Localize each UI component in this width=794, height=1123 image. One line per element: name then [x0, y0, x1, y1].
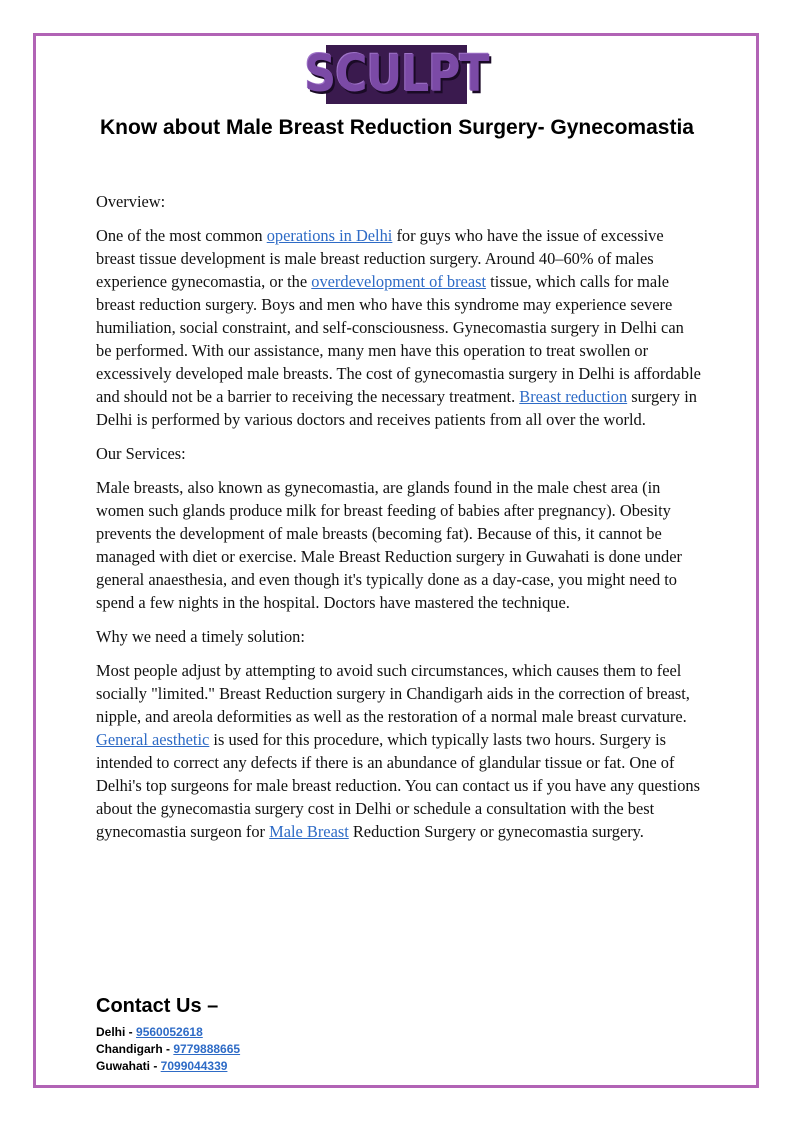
logo-text: SCULPT	[304, 45, 489, 104]
contact-row-chandigarh	[96, 1041, 496, 1058]
delhi-phone-link[interactable]: 9560052618	[136, 1025, 203, 1039]
services-paragraph: Male breasts, also known as gynecomastia, are glands found in the male chest area (in women such glands produce milk for breast feeding of babies after pregnancy). Obesity prevents the development of male breasts (becoming fat). Because of this, it cannot be managed with diet or exercise. Male Breast Reduction surgery in Guwahati is done under general anaesthesia, and even though it's typically done as a day-case, you might need to spend a few nights in the hospital. Doctors have mastered the technique.	[96, 478, 682, 612]
contact-row-guwahati	[96, 1058, 496, 1075]
sculpt-logo	[304, 45, 489, 104]
overview-text: surgery in Delhi is performed by various doctors and receives patients from all over the world.	[96, 387, 697, 429]
general-aesthetic-link[interactable]: General aesthetic	[96, 730, 210, 749]
chandigarh-phone-link[interactable]: 9779888665	[173, 1042, 241, 1056]
timely-text: is used for this procedure, which typically lasts two hours. Surgery is intended to correct any defects if there is an abundance of glandular tissue or fat. One of Delhi's top surgeons for male breast reduction. You can contact us if you have any questions about the gynecomastia surgery cost in Delhi or schedule a consultation with the best gynecomastia surgeon for	[96, 730, 700, 841]
breast-reduction-link[interactable]: Breast reduction	[519, 387, 628, 406]
timely-text: Most people adjust by attempting to avoid such circumstances, which causes them to feel socially "limited." Breast Reduction surgery in Chandigarh aids in the correction of breast, nipple, and areola deformities as well as the restoration of a normal male breast curvature.	[96, 661, 690, 726]
contact-label: Delhi -	[96, 1025, 137, 1039]
contact-heading: Contact Us –	[96, 995, 219, 1017]
contact-row-delhi	[96, 1024, 496, 1041]
guwahati-phone-link[interactable]: 7099044339	[160, 1059, 228, 1073]
services-heading: Our Services:	[96, 444, 186, 463]
overview-text: tissue, which calls for male breast reduction surgery. Boys and men who have this syndrome may experience severe humiliation, social constraint, and self-consciousness. Gynecomastia surgery in Delhi can be performed. With our assistance, many men have this operation to treat swollen or excessively developed male breasts. The cost of gynecomastia surgery in Delhi is affordable and should not be a barrier to receiving the necessary treatment.	[96, 272, 701, 406]
article-body	[96, 190, 702, 854]
contact-section	[96, 992, 496, 1075]
operations-in-delhi-link[interactable]: operations in Delhi	[266, 226, 393, 245]
contact-label: Chandigarh -	[96, 1042, 174, 1056]
overview-paragraph	[96, 224, 702, 431]
male-breast-link[interactable]: Male Breast	[269, 822, 349, 841]
overdevelopment-of-breast-link[interactable]: overdevelopment of breast	[311, 272, 487, 291]
contact-label: Guwahati -	[96, 1059, 161, 1073]
timely-heading: Why we need a timely solution:	[96, 627, 305, 646]
overview-text: One of the most common	[96, 226, 267, 245]
timely-paragraph	[96, 659, 702, 843]
page-title: Know about Male Breast Reduction Surgery- Gynecomastia	[100, 116, 694, 139]
overview-heading: Overview:	[96, 192, 166, 211]
timely-text: Reduction Surgery or gynecomastia surgery.	[348, 822, 644, 841]
overview-text: for guys who have the issue of excessive breast tissue development is male breast reduction surgery. Around 40–60% of males experience gynecomastia, or the	[96, 226, 664, 291]
